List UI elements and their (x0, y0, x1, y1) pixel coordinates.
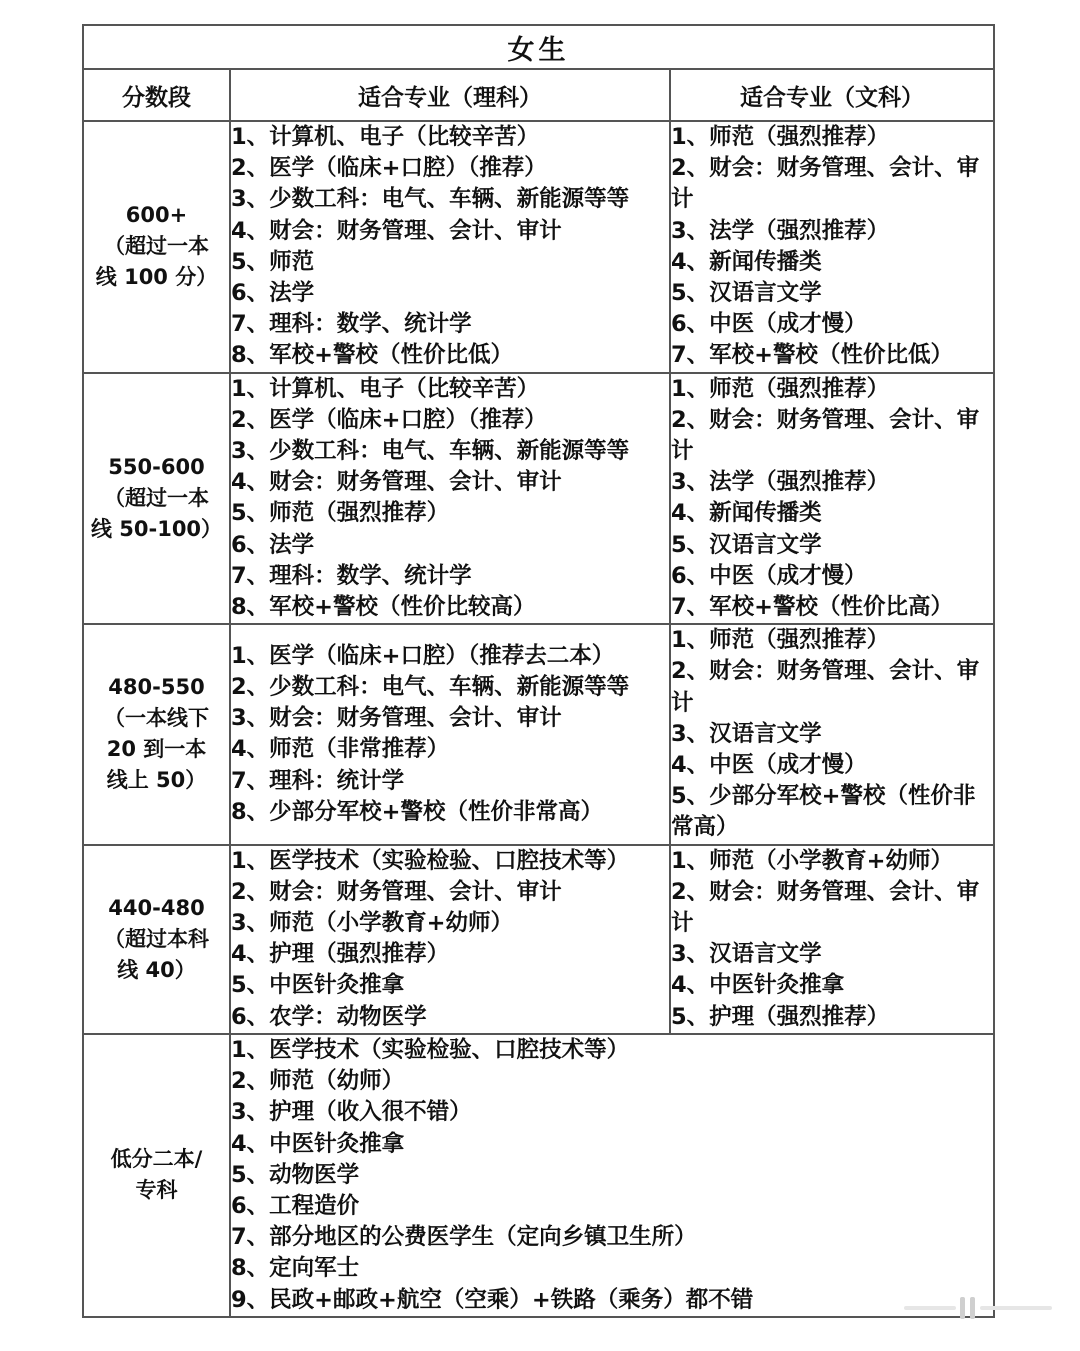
list-item: 3、少数工科：电气、车辆、新能源等等 (231, 438, 630, 465)
table-row (83, 373, 994, 625)
list-item: 4、师范（非常推荐） (231, 736, 450, 763)
list-item: 1、师范（强烈推荐） (671, 627, 890, 654)
list-item: 4、护理（强烈推荐） (231, 941, 450, 968)
combined-majors-cell (230, 1034, 994, 1317)
list-item: 3、法学（强烈推荐） (671, 217, 890, 244)
list-item: 9、民政+邮政+航空（空乘）+铁路（乘务）都不错 (231, 1286, 754, 1313)
list-item: 3、财会：财务管理、会计、审计 (231, 705, 562, 732)
list-item: 5、师范 (231, 248, 315, 275)
list-item: 8、定向军士 (231, 1255, 360, 1282)
list-item: 6、法学 (231, 531, 315, 558)
table-row (83, 1034, 994, 1317)
list-item: 4、财会：财务管理、会计、审计 (231, 217, 562, 244)
list-item: 1、医学（临床+口腔）（推荐去二本） (231, 642, 615, 669)
list-item: 3、护理（收入很不错） (231, 1099, 472, 1126)
list-item: 2、财会：财务管理、会计、审计 (671, 878, 980, 937)
list-item: 4、中医（成才慢） (671, 752, 867, 779)
score-line: （超过本科 (104, 926, 209, 951)
list-item: 5、汉语言文学 (671, 280, 822, 307)
score-line: 480-550 (108, 675, 205, 700)
list-item: 7、军校+警校（性价比高） (671, 594, 954, 621)
list-item: 1、计算机、电子（比较辛苦） (231, 124, 540, 150)
score-line: 线 100 分） (95, 265, 218, 290)
score-line: 线 50-100） (90, 516, 223, 541)
list-item: 8、少部分军校+警校（性价非常高） (231, 798, 604, 825)
score-line: 低分二本/ (110, 1147, 203, 1172)
list-item: 7、军校+警校（性价比低） (671, 342, 954, 369)
score-line: 专科 (135, 1178, 178, 1203)
arts-majors-cell (670, 121, 994, 373)
list-item: 5、汉语言文学 (671, 531, 822, 558)
list-item: 1、师范（强烈推荐） (671, 124, 890, 150)
list-item: 3、汉语言文学 (671, 720, 822, 747)
list-item: 4、财会：财务管理、会计、审计 (231, 469, 562, 496)
list-item: 4、中医针灸推拿 (671, 972, 845, 999)
score-line: 440-480 (108, 895, 205, 920)
score-range-cell (83, 1034, 230, 1317)
header-score: 分数段 (83, 69, 230, 121)
list-item: 5、动物医学 (231, 1161, 360, 1188)
list-item: 2、财会：财务管理、会计、审计 (231, 878, 562, 905)
list-item: 1、医学技术（实验检验、口腔技术等） (231, 1036, 630, 1063)
arts-majors-cell (670, 624, 994, 844)
list-item: 5、师范（强烈推荐） (231, 500, 450, 527)
score-range-cell (83, 373, 230, 625)
list-item: 4、新闻传播类 (671, 248, 822, 275)
list-item: 8、军校+警校（性价比较高） (231, 594, 536, 621)
watermark-logo (904, 1295, 1054, 1321)
score-line: （一本线下 (104, 706, 209, 731)
list-item: 5、少部分军校+警校（性价非常高） (671, 783, 976, 841)
table-row (83, 845, 994, 1034)
majors-table (82, 24, 995, 1318)
list-item: 1、医学技术（实验检验、口腔技术等） (231, 847, 630, 874)
arts-majors-cell (670, 373, 994, 625)
list-item: 7、部分地区的公费医学生（定向乡镇卫生所） (231, 1224, 697, 1251)
table-title: 女生 (83, 25, 994, 69)
score-line: （超过一本 (104, 485, 209, 510)
list-item: 1、师范（小学教育+幼师） (671, 847, 954, 874)
list-item: 4、中医针灸推拿 (231, 1130, 405, 1157)
list-item: 7、理科：数学、统计学 (231, 562, 472, 589)
list-item: 4、新闻传播类 (671, 500, 822, 527)
list-item: 6、中医（成才慢） (671, 562, 867, 589)
list-item: 3、少数工科：电气、车辆、新能源等等 (231, 186, 630, 213)
list-item: 3、法学（强烈推荐） (671, 469, 890, 496)
score-line: 20 到一本 (106, 737, 207, 762)
list-item: 2、财会：财务管理、会计、审计 (671, 155, 980, 213)
list-item: 7、理科：统计学 (231, 767, 405, 794)
table-row (83, 121, 994, 373)
science-majors-cell (230, 624, 670, 844)
list-item: 6、法学 (231, 280, 315, 307)
header-arts: 适合专业（文科） (670, 69, 994, 121)
science-majors-cell (230, 121, 670, 373)
score-range-cell (83, 624, 230, 844)
table-row (83, 624, 994, 844)
list-item: 2、财会：财务管理、会计、审计 (671, 406, 980, 465)
list-item: 7、理科：数学、统计学 (231, 311, 472, 338)
list-item: 2、财会：财务管理、会计、审计 (671, 658, 980, 716)
list-item: 2、医学（临床+口腔）（推荐） (231, 406, 547, 433)
list-item: 6、农学：动物医学 (231, 1003, 427, 1030)
score-range-cell (83, 845, 230, 1034)
score-line: 550-600 (108, 454, 205, 479)
arts-majors-cell (670, 845, 994, 1034)
list-item: 2、师范（幼师） (231, 1068, 405, 1095)
list-item: 2、医学（临床+口腔）（推荐） (231, 155, 547, 182)
list-item: 6、工程造价 (231, 1192, 360, 1219)
list-item: 2、少数工科：电气、车辆、新能源等等 (231, 674, 630, 701)
list-item: 5、护理（强烈推荐） (671, 1003, 890, 1030)
list-item: 5、中医针灸推拿 (231, 972, 405, 999)
score-line: 线 40） (117, 957, 196, 982)
list-item: 1、师范（强烈推荐） (671, 375, 890, 402)
list-item: 8、军校+警校（性价比低） (231, 342, 514, 369)
header-science: 适合专业（理科） (230, 69, 670, 121)
science-majors-cell (230, 845, 670, 1034)
score-line: 600+ (125, 203, 188, 228)
list-item: 3、师范（小学教育+幼师） (231, 910, 514, 937)
list-item: 6、中医（成才慢） (671, 311, 867, 338)
score-line: 线上 50） (106, 768, 207, 793)
list-item: 1、计算机、电子（比较辛苦） (231, 375, 540, 402)
list-item: 3、汉语言文学 (671, 941, 822, 968)
science-majors-cell (230, 373, 670, 625)
score-line: （超过一本 (104, 234, 209, 259)
score-range-cell (83, 121, 230, 373)
